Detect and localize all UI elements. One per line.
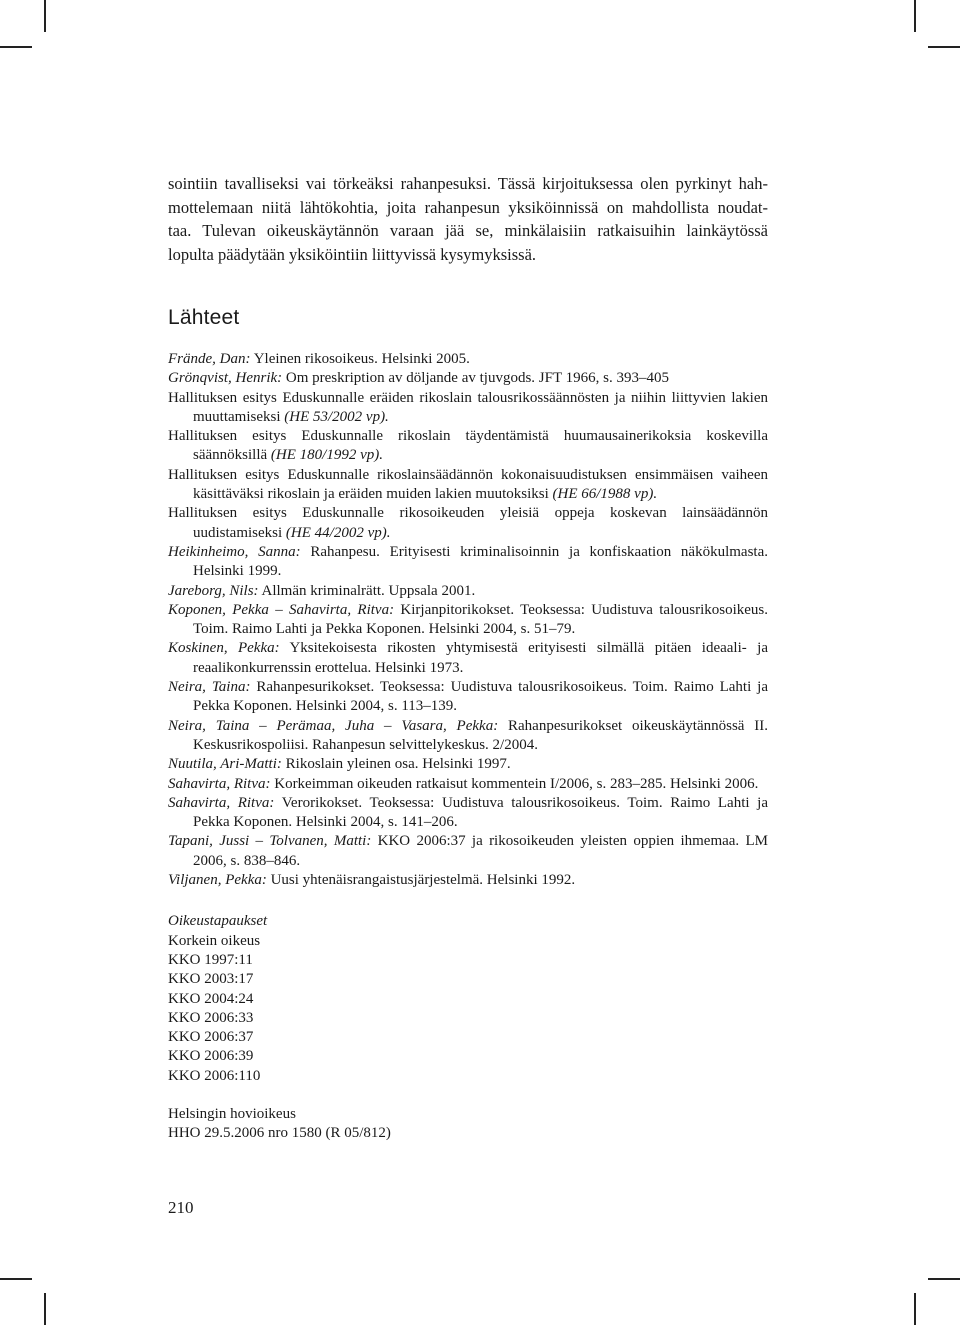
case-item: KKO 2004:24 [168,990,254,1007]
reference-item [168,717,768,756]
reference-text: Yleinen rikosoikeus. Helsinki 2005. [250,351,470,367]
reference-item [168,543,768,582]
reference-document-id: (HE 66/1988 vp). [552,486,658,503]
case-law-section [168,912,768,1143]
reference-item [168,504,768,543]
reference-text: Yksitekoisesta rikosten yhtymisestä erityisesti silmällä pitäen ideaali- ja reaalikonkurrenssin erottelua. Helsinki 1973. [193,640,768,676]
reference-item [168,871,768,890]
reference-author: Tapani, Jussi – Tolvanen, Matti: [168,833,372,850]
crop-mark-bottom-right-h [928,1278,960,1280]
case-item: KKO 2006:110 [168,1067,261,1084]
reference-text: Hallituksen esitys Eduskunnalle rikosoikeuden yleisiä oppeja koskevan lainsäädännön uudistamiseksi [168,505,768,541]
crop-mark-bottom-left-v [44,1293,46,1325]
reference-text: Om preskription av döljande av tjuvgods. JFT 1966, s. 393–405 [282,370,669,387]
reference-text: Hallituksen esitys Eduskunnalle rikoslainsäädännön kokonaisuudistuksen ensimmäisen vaiheen käsittäväksi rikoslain ja eräiden muiden lakien muutoksiksi [168,466,768,503]
intro-paragraph [168,172,768,266]
reference-text: Rahanpesurikokset. Teoksessa: Uudistuva talousrikosoikeus. Toim. Raimo Lahti ja Pekka Koponen. Helsinki 2004, s. 113–139. [193,679,769,715]
reference-author: Sahavirta, Ritva: [168,794,275,811]
crop-mark-top-left-h [0,46,32,48]
reference-author: Koskinen, Pekka: [168,640,280,657]
reference-item [168,389,768,428]
reference-item [168,794,768,833]
reference-document-id: (HE 53/2002 vp). [284,408,389,425]
case-item: KKO 2006:37 [168,1029,254,1046]
crop-mark-top-right-v [914,0,916,32]
reference-item [168,427,768,466]
reference-list [168,350,768,890]
crop-mark-bottom-left-h [0,1278,32,1280]
reference-text: KKO 2006:37 ja rikosoikeuden yleisten oppien ihmemaa. LM 2006, s. 838–846. [193,833,768,869]
page-content [168,172,768,1144]
reference-item [168,466,768,505]
reference-document-id: (HE 180/1992 vp). [270,447,383,464]
reference-text: Korkeimman oikeuden ratkaisut kommentein I/2006, s. 283–285. Helsinki 2006. [270,775,759,792]
reference-text: Rahanpesu. Erityisesti kriminalisoinnin ja konfiskaation näkökulmasta. Helsinki 1999. [193,543,768,580]
reference-author: Sahavirta, Ritva: [168,775,271,792]
case-item: KKO 2006:33 [168,1009,254,1026]
reference-author: Grönqvist, Henrik: [168,370,283,387]
intro-line: lopulta päädytään yksiköintiin liittyvissä kysymyksissä. [168,244,537,264]
reference-text: Hallituksen esitys Eduskunnalle eräiden rikoslain talousrikossäännösten ja niihin liittyvien lakien muuttamiseksi [168,389,768,425]
crop-mark-bottom-right-v [914,1293,916,1325]
reference-item [168,755,768,774]
case-law-heading: Oikeustapaukset [168,913,268,930]
supreme-court-label: Korkein oikeus [168,932,261,949]
reference-item [168,601,768,640]
reference-author: Nuutila, Ari-Matti: [168,756,282,773]
reference-text: Kirjanpitorikokset. Teoksessa: Uudistuva talousrikosoikeus. Toim. Raimo Lahti ja Pekka Koponen. Helsinki 2004, s. 51–79. [193,601,768,638]
reference-text: Verorikokset. Teoksessa: Uudistuva talousrikosoikeus. Toim. Raimo Lahti ja Pekka Koponen. Helsinki 2004, s. 141–206. [193,794,769,831]
case-item: KKO 1997:11 [168,951,253,968]
reference-item [168,775,768,794]
crop-mark-top-right-h [928,46,960,48]
reference-author: Heikinheimo, Sanna: [168,543,301,560]
reference-text: Rikoslain yleinen osa. Helsinki 1997. [281,756,511,773]
reference-item [168,639,768,678]
appeal-court-label: Helsingin hovioikeus [168,1105,296,1122]
reference-author: Neira, Taina – Perämaa, Juha – Vasara, Pekka: [168,717,499,734]
reference-author: Jareborg, Nils: [168,582,259,599]
reference-item [168,369,768,388]
page-number: 210 [168,1198,194,1217]
intro-line: mottelemaan niitä lähtökohtia, joita rahanpesun yksiköinnissä on mahdollista noudat- [168,197,768,217]
reference-author: Frände, Dan: [168,351,251,367]
sources-heading: Lähteet [168,306,240,329]
reference-author: Neira, Taina: [168,679,251,696]
reference-item [168,678,768,717]
intro-line: taa. Tulevan oikeuskäytännön varaan jää se, minkälaisiin ratkaisuihin lainkäytössä [168,221,768,240]
case-item: KKO 2006:39 [168,1048,254,1065]
reference-text: Hallituksen esitys Eduskunnalle rikoslain täydentämistä huumausainerikoksia koskevilla säännöksillä [168,428,768,464]
case-item: KKO 2003:17 [168,971,254,988]
case-item: HHO 29.5.2006 nro 1580 (R 05/812) [168,1125,391,1142]
reference-item [168,582,768,601]
reference-text: Rahanpesurikokset oikeuskäytännössä II. Keskusrikospoliisi. Rahanpesun selvittelykeskus. 2/2004. [193,717,768,753]
reference-document-id: (HE 44/2002 vp). [285,524,391,541]
crop-mark-top-left-v [44,0,46,32]
reference-item [168,832,768,871]
intro-line: sointiin tavalliseksi vai törkeäksi rahanpesuksi. Tässä kirjoituksessa olen pyrkinyt hah- [168,174,768,193]
reference-author: Koponen, Pekka – Sahavirta, Ritva: [168,601,395,618]
reference-text: Allmän kriminalrätt. Uppsala 2001. [258,582,476,599]
reference-item [168,350,768,369]
reference-text: Uusi yhtenäisrangaistusjärjestelmä. Helsinki 1992. [266,872,576,889]
reference-author: Viljanen, Pekka: [168,872,267,889]
